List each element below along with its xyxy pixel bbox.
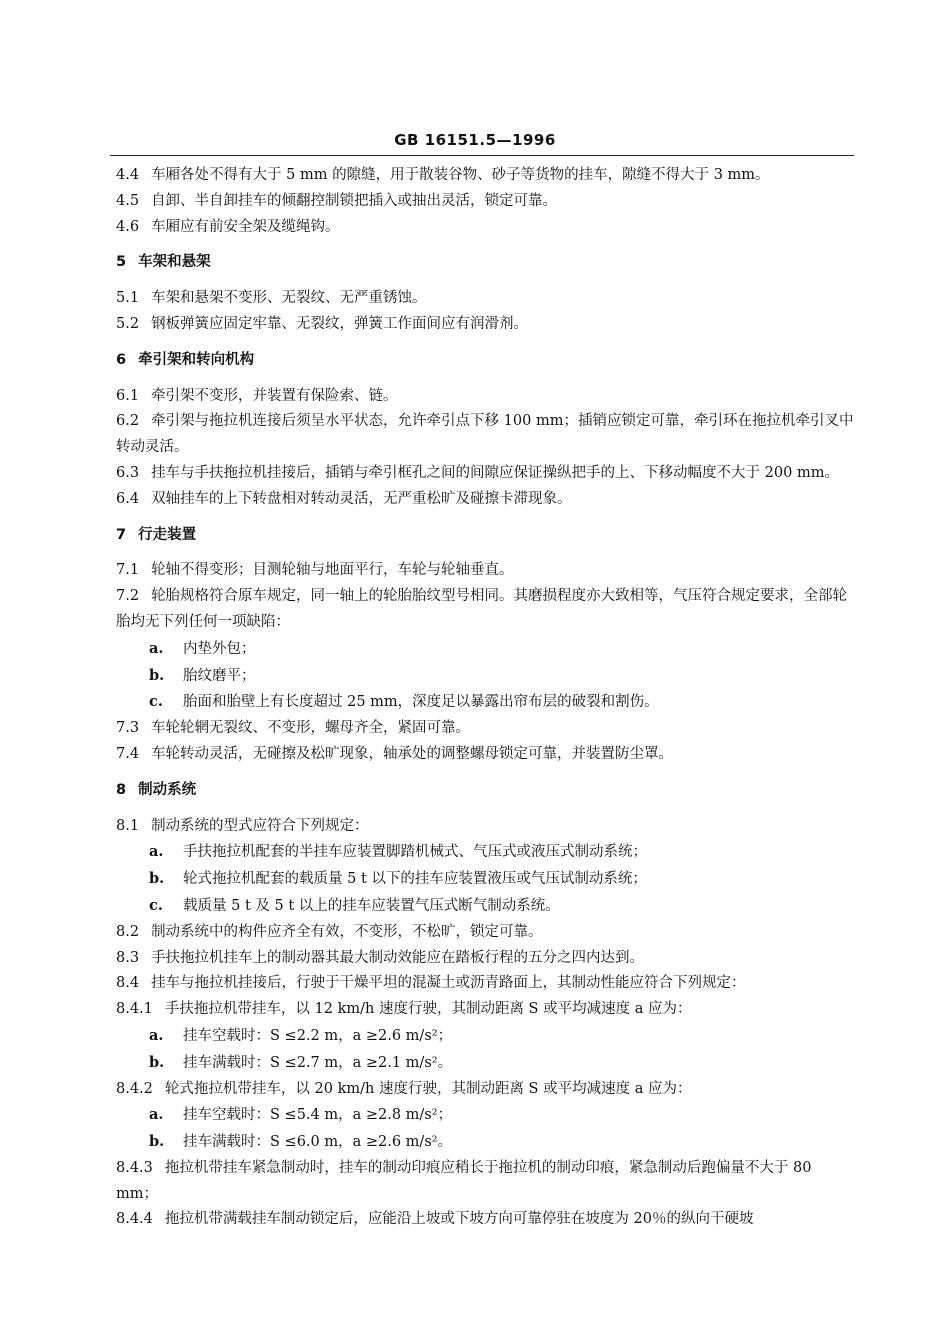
section-gap	[116, 804, 856, 814]
clause-number: 6.1	[116, 387, 140, 404]
clause-text: 挂车与手扶拖拉机挂接后，插销与牵引框孔之间的间隙应保证操纵把手的上、下移动幅度不大于 200 mm。	[151, 464, 839, 481]
clause-text: 钢板弹簧应固定牢靠、无裂纹，弹簧工作面间应有润滑剂。	[151, 315, 529, 332]
clause-number: 4.6	[116, 218, 140, 235]
section-gap	[116, 276, 856, 286]
list-item-letter: b.	[149, 870, 165, 888]
section-heading	[116, 250, 856, 276]
document-header	[0, 131, 950, 149]
clause-paragraph	[116, 814, 856, 840]
clause-paragraph	[116, 189, 856, 215]
list-item	[149, 839, 856, 866]
standard-number: GB 16151.5—1996	[394, 131, 556, 149]
clause-number: 7.3	[116, 720, 140, 737]
list-item-text: 挂车满载时：S ≤2.7 m，a ≥2.1 m/s²。	[183, 1054, 453, 1071]
header-rule	[110, 155, 854, 156]
clause-text: 车厢应有前安全架及缆绳钩。	[151, 218, 340, 235]
clause-number: 7.2	[116, 588, 140, 605]
clause-number: 7.4	[116, 745, 140, 762]
clause-paragraph	[116, 384, 856, 410]
list-item-text: 挂车空载时：S ≤5.4 m，a ≥2.8 m/s²；	[183, 1107, 453, 1124]
clause-text: 车架和悬架不变形、无裂纹、无严重锈蚀。	[151, 290, 427, 307]
clause-paragraph	[116, 1156, 856, 1208]
section-heading	[116, 523, 856, 549]
clause-number: 5.2	[116, 315, 140, 332]
section-number: 8	[116, 781, 127, 798]
list-item	[149, 636, 856, 663]
clause-text: 车轮转动灵活，无碰擦及松旷现象，轴承处的调整螺母锁定可靠，并装置防尘罩。	[151, 745, 674, 762]
clause-paragraph	[116, 215, 856, 241]
clause-text: 轮式拖拉机带挂车，以 20 km/h 速度行驶，其制动距离 S 或平均减速度 a 应为：	[164, 1080, 692, 1097]
clause-text: 轮轴不得变形；目测轮轴与地面平行，车轮与轮轴垂直。	[151, 562, 514, 579]
clause-text: 拖拉机带满载挂车制动锁定后，应能沿上坡或下坡方向可靠停驻在坡度为 20％的纵向干硬坡	[164, 1211, 754, 1228]
section-heading	[116, 348, 856, 374]
clause-text: 拖拉机带挂车紧急制动时，挂车的制动印痕应稍长于拖拉机的制动印痕，紧急制动后跑偏量不大于 80 mm；	[116, 1159, 812, 1202]
clause-text: 制动系统中的构件应齐全有效，不变形，不松旷，锁定可靠。	[151, 923, 543, 940]
list-item-letter: b.	[149, 1053, 165, 1071]
clause-number: 8.3	[116, 949, 140, 966]
list-item-letter: b.	[149, 666, 165, 684]
clause-paragraph	[116, 946, 856, 972]
list-item-text: 内垫外包；	[183, 640, 256, 657]
section-gap	[116, 338, 856, 348]
clause-number: 6.2	[116, 413, 140, 430]
clause-text: 手扶拖拉机带挂车，以 12 km/h 速度行驶，其制动距离 S 或平均减速度 a 应为：	[164, 1001, 692, 1018]
list-item-text: 手扶拖拉机配套的半挂车应装置脚踏机械式、气压式或液压式制动系统；	[183, 844, 647, 861]
clause-number: 6.4	[116, 490, 140, 507]
clause-paragraph	[116, 558, 856, 584]
list-item-letter: a.	[149, 843, 164, 861]
clause-paragraph	[116, 487, 856, 513]
section-title: 牵引架和转向机构	[138, 351, 255, 368]
clause-paragraph	[116, 716, 856, 742]
section-gap	[116, 768, 856, 778]
list-item-text: 胎纹磨平；	[183, 667, 256, 684]
list-item-letter: c.	[149, 896, 163, 914]
clause-number: 5.1	[116, 290, 140, 307]
list-item-letter: c.	[149, 693, 163, 711]
clause-number: 8.4.2	[116, 1080, 153, 1097]
list-item	[149, 689, 856, 716]
clause-text: 双轴挂车的上下转盘相对转动灵活，无严重松旷及碰擦卡滞现象。	[151, 490, 572, 507]
list-item	[149, 866, 856, 893]
section-heading	[116, 778, 856, 804]
list-item	[149, 1023, 856, 1050]
document-body	[116, 163, 856, 1233]
list-item-letter: a.	[149, 639, 164, 657]
clause-text: 车轮轮辋无裂纹、不变形，螺母齐全，紧固可靠。	[151, 720, 471, 737]
clause-paragraph	[116, 461, 856, 487]
clause-text: 自卸、半自卸挂车的倾翻控制锁把插入或抽出灵活，锁定可靠。	[151, 192, 558, 209]
list-item-letter: a.	[149, 1106, 164, 1124]
clause-number: 8.2	[116, 923, 140, 940]
clause-paragraph	[116, 1077, 856, 1103]
section-gap	[116, 513, 856, 523]
clause-number: 8.4	[116, 975, 140, 992]
list-item-text: 载质量 5 t 及 5 t 以上的挂车应装置气压式断气制动系统。	[183, 897, 560, 914]
section-gap	[116, 240, 856, 250]
clause-text: 车厢各处不得有大于 5 mm 的隙缝，用于散装谷物、砂子等货物的挂车，隙缝不得大于 3 mm。	[151, 167, 770, 183]
clause-number: 4.5	[116, 192, 140, 209]
clause-text: 制动系统的型式应符合下列规定：	[151, 817, 369, 834]
clause-number: 6.3	[116, 464, 140, 481]
section-title: 行走装置	[138, 526, 197, 543]
list-item	[149, 1129, 856, 1156]
clause-number: 7.1	[116, 562, 140, 579]
clause-number: 8.1	[116, 817, 140, 834]
clause-paragraph	[116, 920, 856, 946]
list-item-text: 挂车空载时：S ≤2.2 m，a ≥2.6 m/s²；	[183, 1027, 453, 1044]
clause-number: 8.4.3	[116, 1159, 153, 1176]
clause-paragraph	[116, 742, 856, 768]
list-item	[149, 1050, 856, 1077]
section-gap	[116, 548, 856, 558]
clause-text: 牵引架与拖拉机连接后须呈水平状态，允许牵引点下移 100 mm；插销应锁定可靠，牵引环在拖拉机牵引叉中转动灵活。	[116, 413, 854, 456]
clause-text: 牵引架不变形，并装置有保险索、链。	[151, 387, 398, 404]
clause-number: 4.4	[116, 167, 140, 183]
clause-paragraph	[116, 584, 856, 636]
list-item-text: 轮式拖拉机配套的载质量 5 t 以下的挂车应装置液压或气压试制动系统；	[183, 871, 647, 888]
list-item	[149, 663, 856, 690]
list-item-letter: a.	[149, 1026, 164, 1044]
clause-text: 手扶拖拉机挂车上的制动器其最大制动效能应在踏板行程的五分之四内达到。	[151, 949, 645, 966]
clause-paragraph	[116, 1207, 856, 1233]
clause-paragraph	[116, 312, 856, 338]
clause-paragraph	[116, 997, 856, 1023]
clause-number: 8.4.1	[116, 1001, 153, 1018]
list-item-text: 胎面和胎壁上有长度超过 25 mm，深度足以暴露出帘布层的破裂和割伤。	[183, 694, 659, 711]
list-item	[149, 1102, 856, 1129]
section-number: 5	[116, 254, 127, 271]
section-number: 6	[116, 351, 127, 368]
clause-number: 8.4.4	[116, 1211, 153, 1228]
clause-text: 挂车与拖拉机挂接后，行驶于干燥平坦的混凝土或沥青路面上，其制动性能应符合下列规定：	[151, 975, 746, 992]
clause-paragraph	[116, 286, 856, 312]
section-gap	[116, 374, 856, 384]
list-item	[149, 893, 856, 920]
list-item-text: 挂车满载时：S ≤6.0 m，a ≥2.6 m/s²。	[183, 1134, 453, 1151]
list-item-letter: b.	[149, 1133, 165, 1151]
section-title: 车架和悬架	[138, 254, 211, 271]
clause-paragraph	[116, 163, 856, 189]
section-number: 7	[116, 526, 127, 543]
clause-text: 轮胎规格符合原车规定，同一轴上的轮胎胎纹型号相同。其磨损程度亦大致相等，气压符合规定要求，全部轮胎均无下列任何一项缺陷：	[116, 588, 848, 630]
clause-paragraph	[116, 409, 856, 461]
section-title: 制动系统	[138, 781, 197, 798]
clause-paragraph	[116, 971, 856, 997]
